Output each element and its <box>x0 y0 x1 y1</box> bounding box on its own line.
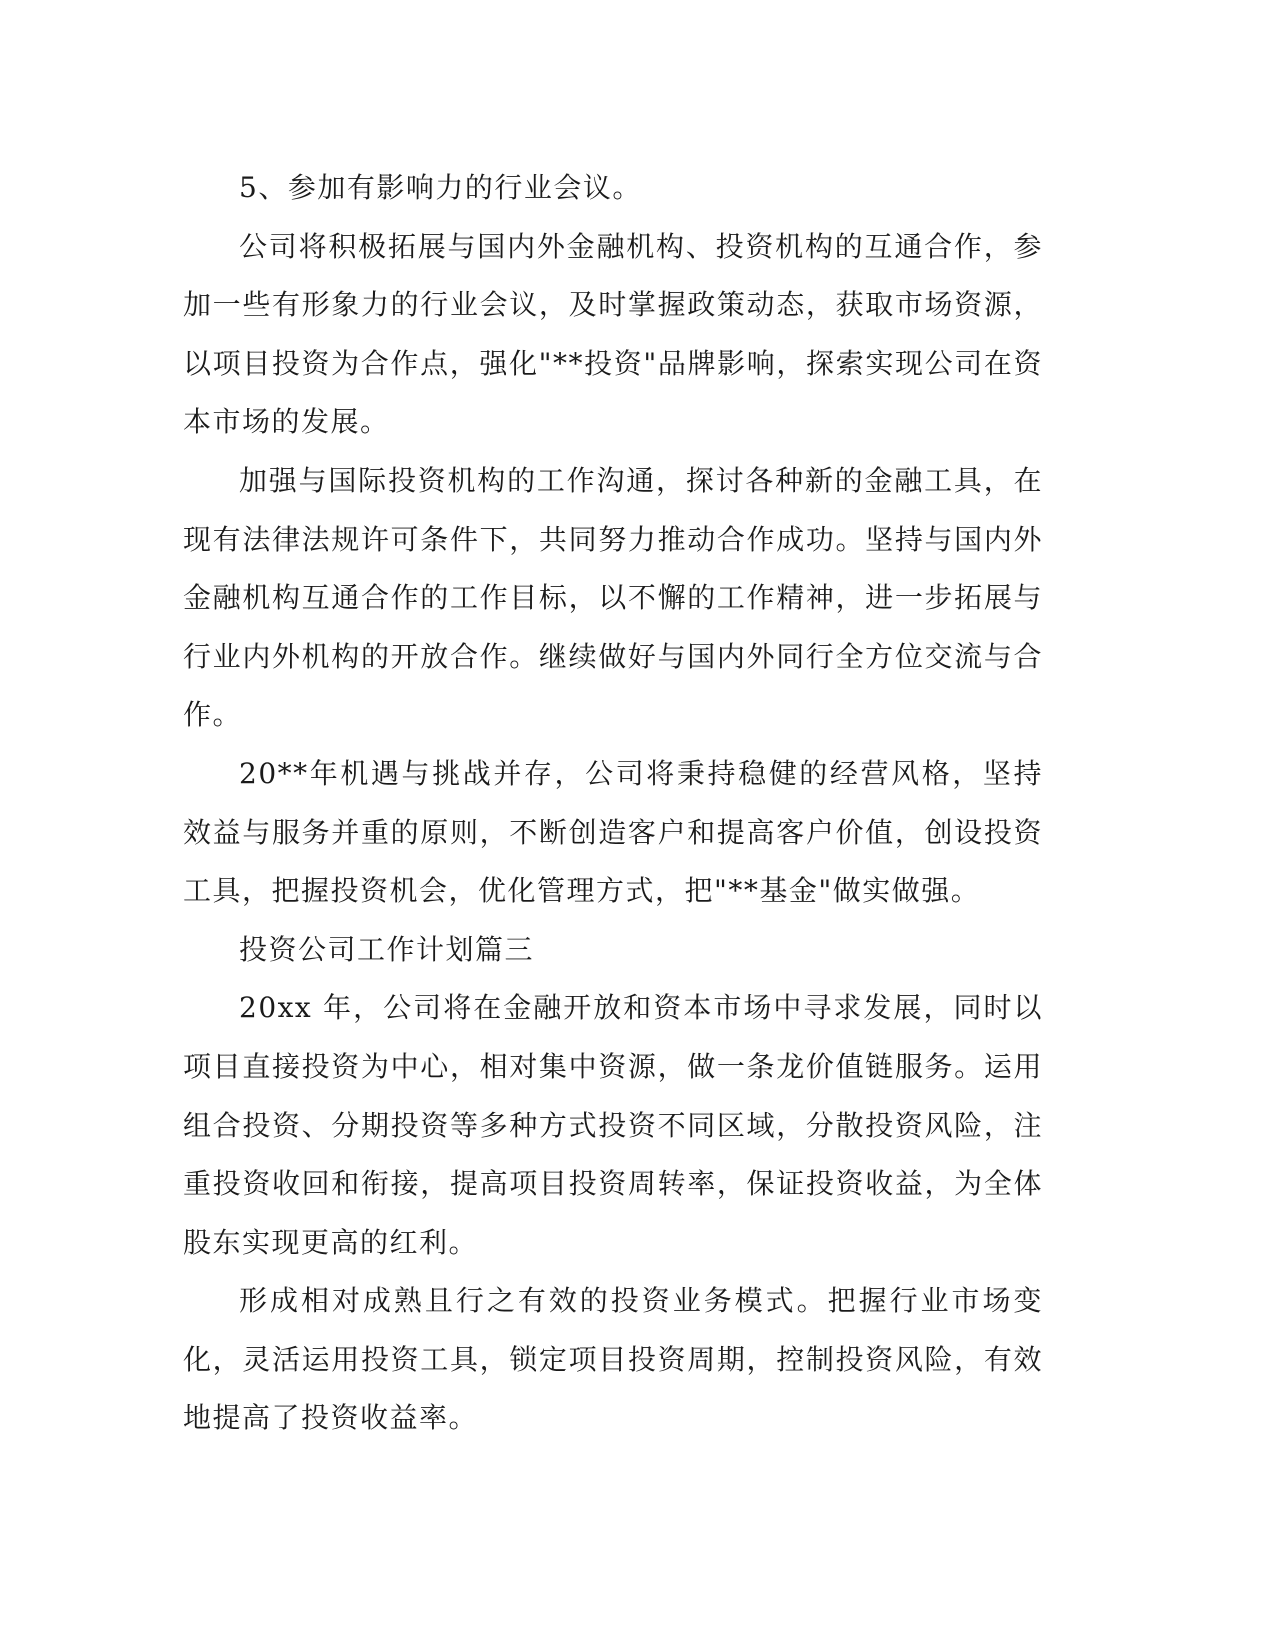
document-body <box>183 159 1043 1448</box>
paragraph: 形成相对成熟且行之有效的投资业务模式。把握行业市场变化，灵活运用投资工具，锁定项目投资周期，控制投资风险，有效地提高了投资收益率。 <box>183 1284 1043 1435</box>
paragraph-heading-5: 5、参加有影响力的行业会议。 <box>239 171 642 204</box>
paragraph: 20**年机遇与挑战并存，公司将秉持稳健的经营风格，坚持效益与服务并重的原则，不断创造客户和提高客户价值，创设投资工具，把握投资机会，优化管理方式，把"**基金"做实做强。 <box>183 756 1043 908</box>
paragraph: 加强与国际投资机构的工作沟通，探讨各种新的金融工具，在现有法律法规许可条件下，共同努力推动合作成功。坚持与国内外金融机构互通合作的工作目标，以不懈的工作精神，进一步拓展与行业内外机构的开放合作。继续做好与国内外同行全方位交流与合作。 <box>183 463 1043 732</box>
section-title: 投资公司工作计划篇三 <box>239 932 535 966</box>
paragraph: 20xx 年，公司将在金融开放和资本市场中寻求发展，同时以项目直接投资为中心，相对集中资源，做一条龙价值链服务。运用组合投资、分期投资等多种方式投资不同区域，分散投资风险，注重投资收回和衔接，提高项目投资周转率，保证投资收益，为全体股东实现更高的红利。 <box>183 991 1043 1259</box>
paragraph: 公司将积极拓展与国内外金融机构、投资机构的互通合作，参加一些有形象力的行业会议，及时掌握政策动态，获取市场资源，以项目投资为合作点，强化"**投资"品牌影响，探索实现公司在资本市场的发展。 <box>183 229 1043 439</box>
